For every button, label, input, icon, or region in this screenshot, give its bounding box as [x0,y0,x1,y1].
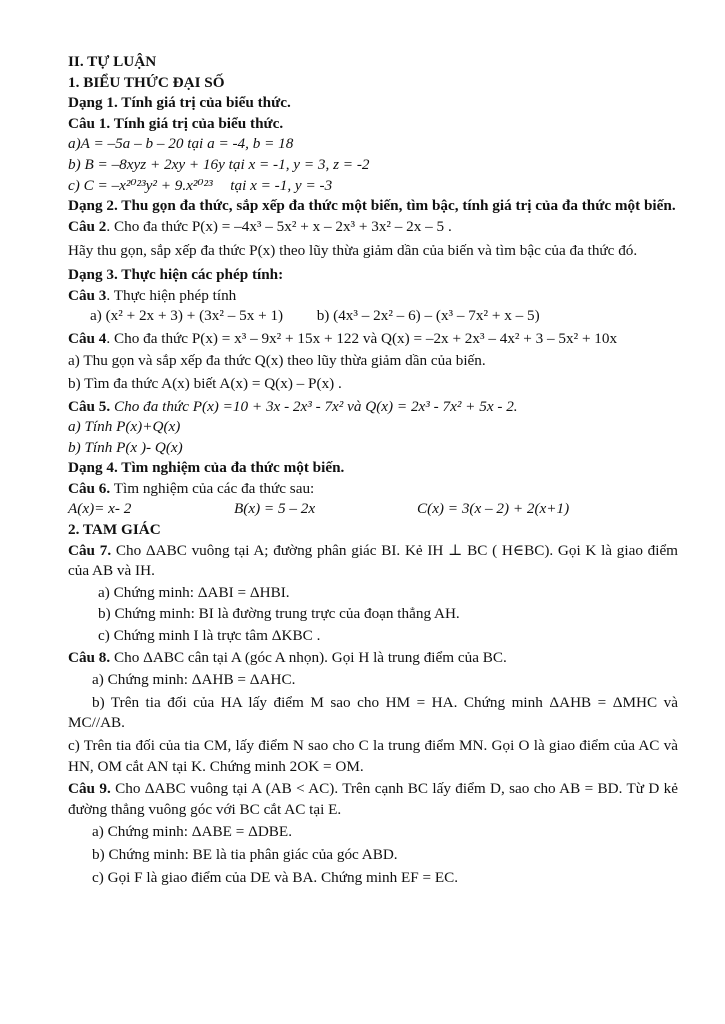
cau3-text: . Thực hiện phép tính [106,286,237,304]
dang2-heading: Dạng 2. Thu gọn đa thức, sắp xếp đa thức một biến, tìm bậc, tính giá trị của đa thức một biến. [68,197,676,215]
cau5 [68,397,678,418]
part1-title: 1. BIỂU THỨC ĐẠI SỐ [68,73,225,91]
cau9-c [68,868,678,889]
document-page [68,52,678,888]
cau4 [68,329,678,350]
cau8-a-text: a) Chứng minh: ΔAHB = ΔAHC. [92,671,296,689]
cau6-A: A(x)= x- 2 [68,500,132,518]
cau6-C: C(x) = 3(x – 2) + 2(x+1) [417,500,570,518]
cau1-heading: Câu 1. Tính giá trị của biểu thức. [68,114,284,132]
cau9-a-text: a) Chứng minh: ΔABE = ΔDBE. [92,823,293,841]
cau9-c-text: c) Gọi F là giao điểm của DE và BA. Chứng minh EF = EC. [92,868,459,886]
cau8-c-text: c) Trên tia đối của tia CM, lấy điểm N sao cho C la trung điểm MN. Gọi O là giao điểm của AC và HN, OM cắt AN tại K. Chứng minh 2OK = OM. [68,737,678,775]
cau6-polys [68,499,678,520]
cau5-a: a) Tính P(x)+Q(x) [68,418,181,436]
cau7-c [68,626,678,647]
cau9-b-text: b) Chứng minh: BE là tia phân giác của góc ABD. [92,845,398,863]
cau6-label: Câu 6. [68,479,111,497]
cau7-text: Cho ΔABC vuông tại A; đường phân giác BI. Kẻ IH ⊥ BC ( H∈BC). Gọi K là giao điểm của AB và IH. [68,541,678,580]
part2-title: 2. TAM GIÁC [68,521,161,539]
dang1-heading: Dạng 1. Tính giá trị của biểu thức. [68,94,291,112]
cau8 [68,648,678,669]
cau8-label: Câu 8. [68,648,111,666]
cau8-a [68,670,678,691]
cau9 [68,779,678,820]
cau2-task: Hãy thu gọn, sắp xếp đa thức P(x) theo lũy thừa giảm dần của biến và tìm bậc của đa thức đó. [68,242,638,260]
cau2 [68,217,678,238]
cau7-c-text: c) Chứng minh I là trực tâm ΔKBC . [98,627,321,645]
cau1-a-expr: a)A = –5a – b – 20 [68,135,184,153]
cau5-text: Cho đa thức P(x) =10 + 3x - 2x³ - 7x² và Q(x) = 2x³ - 7x² + 5x - 2. [110,397,518,415]
cau3-label: Câu 3 [68,286,107,304]
cau8-b-text: b) Trên tia đối của HA lấy điểm M sao cho HM = HA. Chứng minh ΔAHB = ΔMHC và MC//AB. [68,693,678,732]
dang4-heading: Dạng 4. Tìm nghiệm của đa thức một biến. [68,459,345,477]
cau7-label: Câu 7. [68,541,112,559]
cau5-label: Câu 5. [68,397,111,415]
cau2-label: Câu 2 [68,217,107,235]
cau8-text: Cho ΔABC cân tại A (góc A nhọn). Gọi H là trung điểm của BC. [110,648,507,666]
cau1-c-cond: tại x = -1, y = -3 [230,176,333,194]
cau7 [68,541,678,582]
cau7-a [68,583,678,604]
cau7-b [68,604,678,625]
cau1-c [68,176,678,197]
cau7-a-text: a) Chứng minh: ΔABI = ΔHBI. [98,583,290,601]
cau4-b: b) Tìm đa thức A(x) biết A(x) = Q(x) – P(x) . [68,374,342,392]
cau3-a: a) (x² + 2x + 3) + (3x² – 5x + 1) [90,307,284,325]
cau9-a [68,822,678,843]
cau9-text: Cho ΔABC vuông tại A (AB < AC). Trên cạnh BC lấy điểm D, sao cho AB = BD. Từ D kẻ đường thẳng vuông góc với BC cắt AC tại E. [68,780,678,818]
cau8-b [68,693,678,734]
cau3 [68,286,678,307]
cau1-b-cond: tại x = -1, y = 3, z = -2 [228,155,370,173]
cau9-label: Câu 9. [68,780,111,798]
cau4-text: . Cho đa thức P(x) = x³ – 9x² + 15x + 122 và Q(x) = –2x + 2x³ – 4x² + 3 – 5x² + 10x [106,329,618,347]
cau1-a-cond: tại a = -4, b = 18 [187,135,294,153]
cau1-b-expr: b) B = –8xyz + 2xy + 16y [68,155,225,173]
cau8-c [68,736,678,777]
cau1-a [68,134,678,155]
cau3-b: b) (4x³ – 2x² – 6) – (x³ – 7x² + x – 5) [316,307,540,325]
cau1-c-expr: c) C = –x²⁰²³y² + 9.x²⁰²³ [68,176,213,194]
cau6-B: B(x) = 5 – 2x [234,500,316,518]
cau1-b [68,155,678,176]
cau7-b-text: b) Chứng minh: BI là đường trung trực của đoạn thẳng AH. [98,605,460,623]
section-title: II. TỰ LUẬN [68,53,157,70]
cau2-text: . Cho đa thức P(x) = –4x³ – 5x² + x – 2x³ + 3x² – 2x – 5 . [106,217,452,235]
cau6-text: Tìm nghiệm của các đa thức sau: [110,479,315,497]
cau9-b [68,845,678,866]
cau5-b: b) Tính P(x )- Q(x) [68,438,183,456]
cau4-label: Câu 4 [68,329,107,347]
dang3-heading: Dạng 3. Thực hiện các phép tính: [68,265,284,283]
cau6 [68,479,678,500]
cau4-a: a) Thu gọn và sắp xếp đa thức Q(x) theo lũy thừa giảm dần của biến. [68,352,486,370]
cau3-parts [68,306,678,327]
